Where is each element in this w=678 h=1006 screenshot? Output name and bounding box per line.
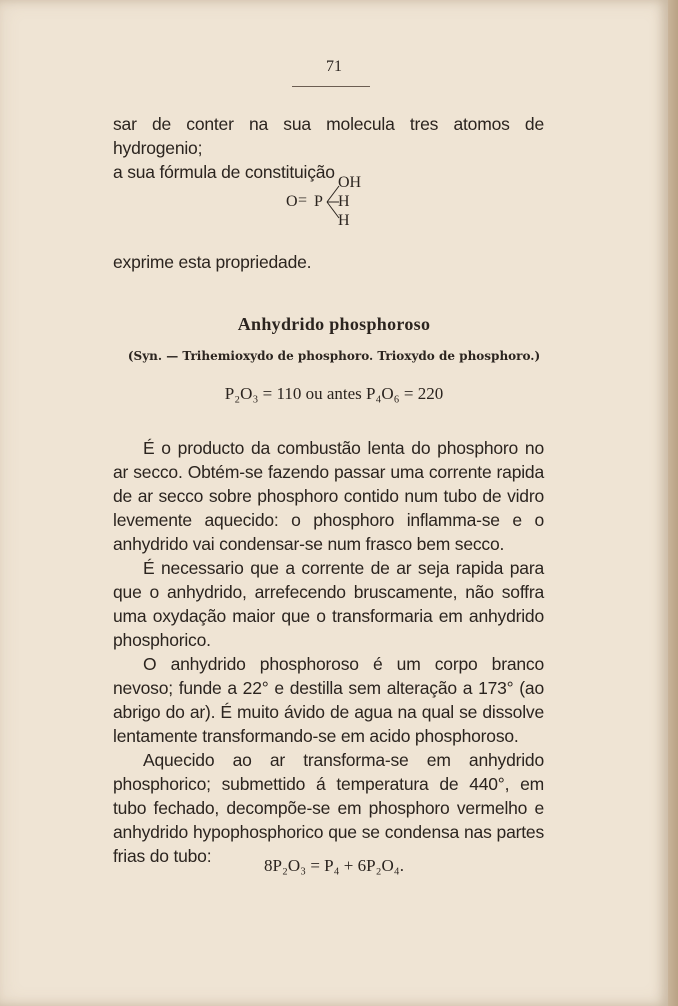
section-heading: Anhydrido phosphoroso bbox=[237, 314, 431, 334]
page-number: 71 bbox=[326, 58, 342, 75]
paragraph-3: O anhydrido phosphoroso é um corpo branco nevoso; funde a 22° e destilla sem alteração a 173° (ao abrigo do ar). É muito ávido de agua na qual se dissolve lentamente transformando-se em acido phosphoroso. bbox=[113, 654, 544, 746]
paragraph-4: Aquecido ao ar transforma-se em anhydrido phosphorico; submettido á temperatura de 440°, em tubo fechado, decompõe-se em phosphoro vermelho e anhydrido hypophosphorico que se condensa nas partes frias do tubo: bbox=[113, 750, 544, 866]
paragraph-2: É necessario que a corrente de ar seja rapida para que o anhydrido, arrefecendo bruscamente, não soffra uma oxydação maior que o transformaria em anhydrido phosphorico. bbox=[113, 558, 544, 650]
structural-formula bbox=[286, 174, 386, 234]
after-formula-text: exprime esta propriedade. bbox=[113, 252, 312, 272]
paragraph-1: É o producto da combustão lenta do phosphoro no ar secco. Obtém-se fazendo passar uma corrente rapida de ar secco sobre phosphoro contido num tubo de vidro levemente aquecido: o phosphoro inflamma-se e o anhydrido vai condensar-se num frasco bem secco. bbox=[113, 438, 544, 554]
synonyms-line: (Syn. — Trihemioxydo de phosphoro. Trioxydo de phosphoro.) bbox=[127, 349, 541, 363]
formula-oxygen: O bbox=[286, 193, 298, 210]
decomposition-equation: 8P₂O₃ = P₄ + 6P₂O₄. bbox=[264, 856, 404, 875]
intro-line-1: sar de conter na sua molecula tres atomos de hydrogenio; bbox=[113, 114, 544, 158]
page-number-rule bbox=[292, 86, 370, 87]
formula-phosphorus: P bbox=[314, 193, 323, 210]
formula-hydrogen-1: H bbox=[338, 193, 350, 210]
intro-line-2: a sua fórmula de constituição bbox=[113, 162, 335, 182]
formula-double-bond: = bbox=[298, 192, 308, 209]
molecular-formula: P₂O₃ = 110 ou antes P₄O₆ = 220 bbox=[224, 384, 444, 403]
formula-hydrogen-2: H bbox=[338, 212, 350, 229]
formula-hydroxyl: OH bbox=[338, 174, 362, 191]
page-edge bbox=[668, 0, 678, 1006]
